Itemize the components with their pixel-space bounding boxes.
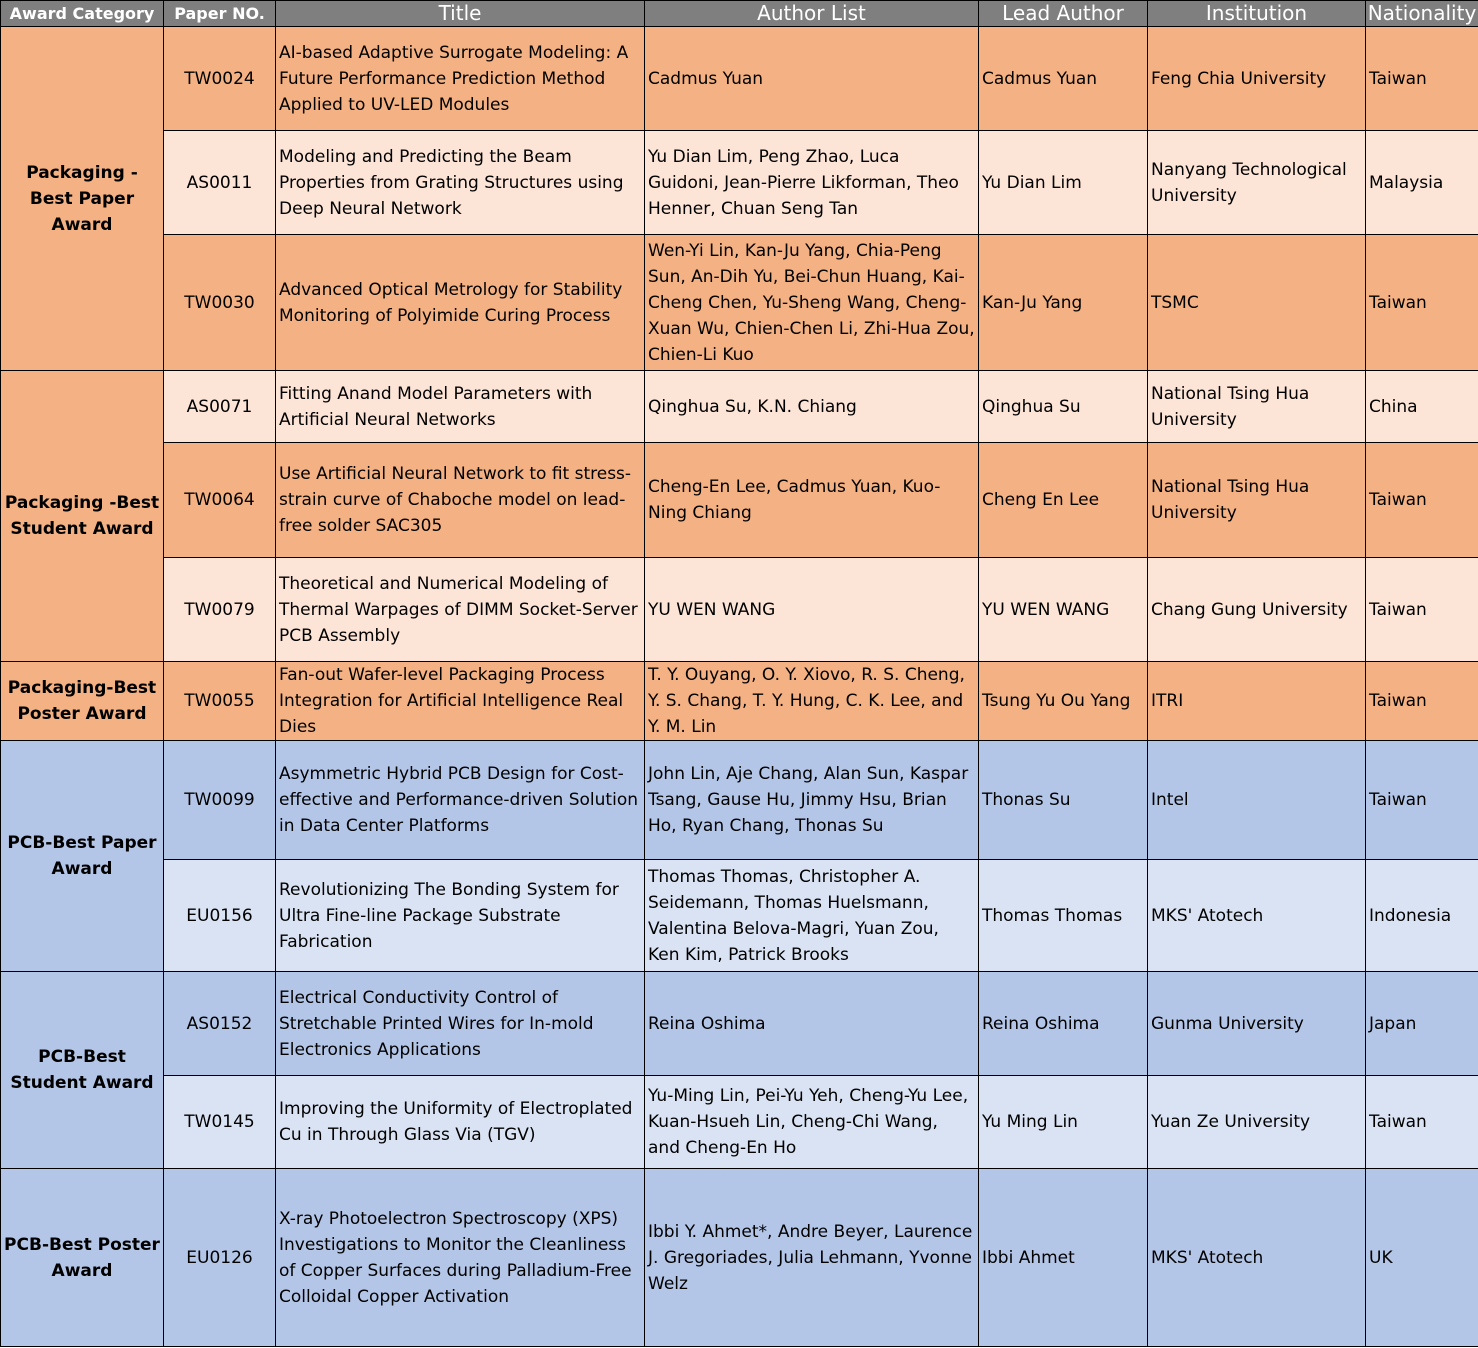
authors-cell: T. Y. Ouyang, O. Y. Xiovo, R. S. Cheng, Y. S. Chang, T. Y. Hung, C. K. Lee, and Y. M. Lin <box>645 662 979 741</box>
title-cell: Revolutionizing The Bonding System for Ultra Fine-line Package Substrate Fabrication <box>276 860 645 972</box>
title-cell: Improving the Uniformity of Electroplated Cu in Through Glass Via (TGV) <box>276 1076 645 1169</box>
institution-cell: MKS' Atotech <box>1148 1169 1366 1347</box>
authors-cell: Cheng-En Lee, Cadmus Yuan, Kuo-Ning Chiang <box>645 443 979 558</box>
nationality-cell: Taiwan <box>1366 235 1478 371</box>
authors-cell: Ibbi Y. Ahmet*, Andre Beyer, Laurence J. Gregoriades, Julia Lehmann, Yvonne Welz <box>645 1169 979 1347</box>
title-cell: Modeling and Predicting the Beam Properties from Grating Structures using Deep Neural Network <box>276 131 645 235</box>
paper-no-cell: EU0156 <box>164 860 276 972</box>
nationality-cell: Malaysia <box>1366 131 1478 235</box>
category-cell: PCB-Best Student Award <box>1 972 164 1169</box>
paper-no-cell: AS0011 <box>164 131 276 235</box>
title-cell: Fan-out Wafer-level Packaging Process Integration for Artificial Intelligence Real Dies <box>276 662 645 741</box>
paper-no-cell: TW0064 <box>164 443 276 558</box>
category-cell: PCB-Best Paper Award <box>1 741 164 972</box>
table-row <box>1 860 1478 972</box>
paper-no-cell: TW0024 <box>164 27 276 131</box>
title-cell: Asymmetric Hybrid PCB Design for Cost-effective and Performance-driven Solution in Data Center Platforms <box>276 741 645 860</box>
category-cell: Packaging - Best Paper Award <box>1 27 164 371</box>
institution-cell: MKS' Atotech <box>1148 860 1366 972</box>
title-cell: Theoretical and Numerical Modeling of Thermal Warpages of DIMM Socket-Server PCB Assembly <box>276 558 645 662</box>
institution-cell: ITRI <box>1148 662 1366 741</box>
institution-cell: Yuan Ze University <box>1148 1076 1366 1169</box>
table-row <box>1 741 1478 860</box>
title-cell: AI-based Adaptive Surrogate Modeling: A Future Performance Prediction Method Applied to UV-LED Modules <box>276 27 645 131</box>
authors-cell: Wen-Yi Lin, Kan-Ju Yang, Chia-Peng Sun, An-Dih Yu, Bei-Chun Huang, Kai-Cheng Chen, Yu-Sheng Wang, Cheng-Xuan Wu, Chien-Chen Li, Zhi-Hua Zou, Chien-Li Kuo <box>645 235 979 371</box>
lead-author-cell: Thomas Thomas <box>979 860 1148 972</box>
institution-cell: Gunma University <box>1148 972 1366 1076</box>
table-row <box>1 1076 1478 1169</box>
authors-cell: John Lin, Aje Chang, Alan Sun, Kaspar Tsang, Gause Hu, Jimmy Hsu, Brian Ho, Ryan Chang, Thonas Su <box>645 741 979 860</box>
table-row <box>1 558 1478 662</box>
authors-cell: Reina Oshima <box>645 972 979 1076</box>
lead-author-cell: Reina Oshima <box>979 972 1148 1076</box>
header-row <box>1 1 1478 27</box>
lead-author-cell: Thonas Su <box>979 741 1148 860</box>
category-cell: Packaging-Best Poster Award <box>1 662 164 741</box>
paper-no-cell: AS0071 <box>164 371 276 443</box>
nationality-cell: Taiwan <box>1366 443 1478 558</box>
nationality-cell: Taiwan <box>1366 741 1478 860</box>
authors-cell: Thomas Thomas, Christopher A. Seidemann, Thomas Huelsmann, Valentina Belova-Magri, Yuan Zou, Ken Kim, Patrick Brooks <box>645 860 979 972</box>
nationality-cell: China <box>1366 371 1478 443</box>
institution-cell: Chang Gung University <box>1148 558 1366 662</box>
title-cell: Advanced Optical Metrology for Stability Monitoring of Polyimide Curing Process <box>276 235 645 371</box>
institution-cell: Intel <box>1148 741 1366 860</box>
table-row <box>1 131 1478 235</box>
institution-cell: Nanyang Technological University <box>1148 131 1366 235</box>
category-cell: PCB-Best Poster Award <box>1 1169 164 1347</box>
table-row <box>1 443 1478 558</box>
nationality-cell: UK <box>1366 1169 1478 1347</box>
title-cell: Electrical Conductivity Control of Stretchable Printed Wires for In-mold Electronics Applications <box>276 972 645 1076</box>
nationality-cell: Taiwan <box>1366 558 1478 662</box>
title-cell: X-ray Photoelectron Spectroscopy (XPS) Investigations to Monitor the Cleanliness of Copper Surfaces during Palladium-Free Colloidal Copper Activation <box>276 1169 645 1347</box>
lead-author-cell: Yu Ming Lin <box>979 1076 1148 1169</box>
header-institution: Institution <box>1148 1 1366 27</box>
title-cell: Fitting Anand Model Parameters with Artificial Neural Networks <box>276 371 645 443</box>
category-cell: Packaging -Best Student Award <box>1 371 164 662</box>
nationality-cell: Taiwan <box>1366 662 1478 741</box>
lead-author-cell: Qinghua Su <box>979 371 1148 443</box>
header-lead-author: Lead Author <box>979 1 1148 27</box>
header-author-list: Author List <box>645 1 979 27</box>
lead-author-cell: Cadmus Yuan <box>979 27 1148 131</box>
lead-author-cell: Kan-Ju Yang <box>979 235 1148 371</box>
authors-cell: YU WEN WANG <box>645 558 979 662</box>
paper-no-cell: TW0099 <box>164 741 276 860</box>
lead-author-cell: Tsung Yu Ou Yang <box>979 662 1148 741</box>
paper-no-cell: TW0055 <box>164 662 276 741</box>
header-award-category: Award Category <box>1 1 164 27</box>
header-title: Title <box>276 1 645 27</box>
lead-author-cell: Cheng En Lee <box>979 443 1148 558</box>
header-paper-no: Paper NO. <box>164 1 276 27</box>
table-row <box>1 235 1478 371</box>
table-row <box>1 1169 1478 1347</box>
authors-cell: Yu-Ming Lin, Pei-Yu Yeh, Cheng-Yu Lee, Kuan-Hsueh Lin, Cheng-Chi Wang, and Cheng-En Ho <box>645 1076 979 1169</box>
table-row <box>1 972 1478 1076</box>
title-cell: Use Artificial Neural Network to fit stress-strain curve of Chaboche model on lead-free solder SAC305 <box>276 443 645 558</box>
header-nationality: Nationality <box>1366 1 1478 27</box>
paper-no-cell: TW0030 <box>164 235 276 371</box>
table-row <box>1 27 1478 131</box>
paper-no-cell: TW0079 <box>164 558 276 662</box>
nationality-cell: Taiwan <box>1366 1076 1478 1169</box>
institution-cell: National Tsing Hua University <box>1148 443 1366 558</box>
nationality-cell: Japan <box>1366 972 1478 1076</box>
lead-author-cell: Ibbi Ahmet <box>979 1169 1148 1347</box>
table-body <box>1 27 1478 1347</box>
authors-cell: Yu Dian Lim, Peng Zhao, Luca Guidoni, Jean-Pierre Likforman, Theo Henner, Chuan Seng Tan <box>645 131 979 235</box>
nationality-cell: Indonesia <box>1366 860 1478 972</box>
lead-author-cell: YU WEN WANG <box>979 558 1148 662</box>
paper-no-cell: EU0126 <box>164 1169 276 1347</box>
institution-cell: TSMC <box>1148 235 1366 371</box>
institution-cell: National Tsing Hua University <box>1148 371 1366 443</box>
paper-no-cell: TW0145 <box>164 1076 276 1169</box>
table-row <box>1 662 1478 741</box>
table-row <box>1 371 1478 443</box>
authors-cell: Cadmus Yuan <box>645 27 979 131</box>
nationality-cell: Taiwan <box>1366 27 1478 131</box>
table-header <box>1 1 1478 27</box>
lead-author-cell: Yu Dian Lim <box>979 131 1148 235</box>
paper-no-cell: AS0152 <box>164 972 276 1076</box>
authors-cell: Qinghua Su, K.N. Chiang <box>645 371 979 443</box>
institution-cell: Feng Chia University <box>1148 27 1366 131</box>
